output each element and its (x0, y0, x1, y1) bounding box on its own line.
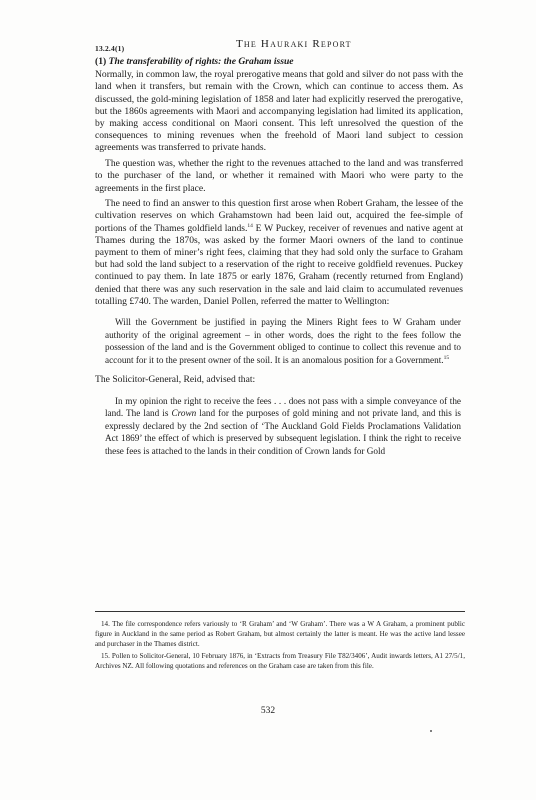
section-heading (95, 56, 463, 68)
footnotes (95, 620, 465, 675)
paragraph-lead-in: The Solicitor-General, Reid, advised that: (95, 374, 256, 386)
footnote-14: 14. The file correspondence refers variously to ‘R Graham’ and ‘W Graham’. There was a W A Graham, a prominent public figure in Auckland in the same period as Robert Graham, but almost certainly the latter is meant. He was the active land lessee and purchaser in the Thames district. (95, 620, 465, 648)
paragraph-3 (95, 198, 463, 308)
block-quote-2-part-2: land for the purposes of gold mining and not private land, and this is expressly declared by the 2nd section of ‘The Auckland Gold Fields Proclamations Validation Act 1869’ the effect of which is preserved by subsequent legislation. I think the right to receive these fees is attached to the lands in their condition of Crown lands for Gold (105, 408, 462, 457)
footnote-divider (95, 611, 465, 612)
block-quote-1-text: Will the Government be justified in paying the Miners Right fees to W Graham under authority of the original agreement – in other words, does the right to the fees follow the possession of the land and is the Government obliged to continue to collect this revenue and to account for it to the present owner of the soil. It is an anomalous position for a Government. (105, 317, 461, 365)
section-heading-number: (1) (95, 56, 107, 67)
paragraph-2: The question was, whether the right to the revenues attached to the land and was transferred to the purchaser of the land, or whether it remained with Maori who were party to the agreements in the first place. (95, 158, 463, 194)
section-number: 13.2.4(1) (95, 44, 125, 53)
section-heading-title: The transferability of rights: the Graham issue (108, 56, 294, 67)
paragraph-3-part-1: The need to find an answer to this question first arose when Robert Graham, the lessee of the cultivation reserves on which Grahamstown had been laid out, acquired the fee-simple of portions of the Thames goldfield lands. (95, 198, 463, 234)
footnote-15: 15. Pollen to Solicitor-General, 10 February 1876, in ‘Extracts from Treasury File T82/3406’, Audit inwards letters, A1 27/5/1, Archives NZ. All following quotations and references on the Graham case are taken from this file. (95, 652, 465, 671)
paragraph-1: Normally, in common law, the royal prerogative means that gold and silver do not pass with the land when it transfers, but remain with the Crown, which can continue to access them. As discussed, the gold-mining legislation of 1858 and later had explicitly reserved the prerogative, but the 1860s agreements with Maori and accompanying legislation had limited its application, by making access conditional on Maori consent. This left unresolved the question of the consequences to mining revenues when the freehold of Maori land subject to cession agreements was transferred to private hands. (95, 69, 463, 154)
footnote-ref-15: 15 (443, 354, 450, 361)
block-quote-1 (105, 316, 461, 366)
scan-speck (430, 730, 432, 732)
running-head: The Hauraki Report (236, 38, 352, 50)
body-text (95, 56, 463, 458)
emphasis-crown: Crown (171, 408, 197, 419)
page-number: 532 (260, 706, 276, 716)
block-quote-2 (105, 395, 461, 458)
block-quote-2-part-1: In my opinion the right to receive the fees . . . does not pass with a simple conveyance of the land. The land is (105, 395, 461, 419)
paragraph-3-part-2: E W Puckey, receiver of revenues and native agent at Thames during the 1870s, was asked by the former Maori owners of the land to continue payment to them of miner’s right fees, claiming that they had sold only the surface to Graham but had sold the land subject to a reservation of the right to receive goldfield revenues. Puckey continued to pay them. In late 1875 or early 1876, Graham (recently returned from England) denied that there was any such reservation in the sale and laid claim to accumulated revenues totalling £740. The warden, Daniel Pollen, referred the matter to Wellington: (95, 222, 463, 307)
footnote-ref-14: 14 (247, 222, 253, 229)
